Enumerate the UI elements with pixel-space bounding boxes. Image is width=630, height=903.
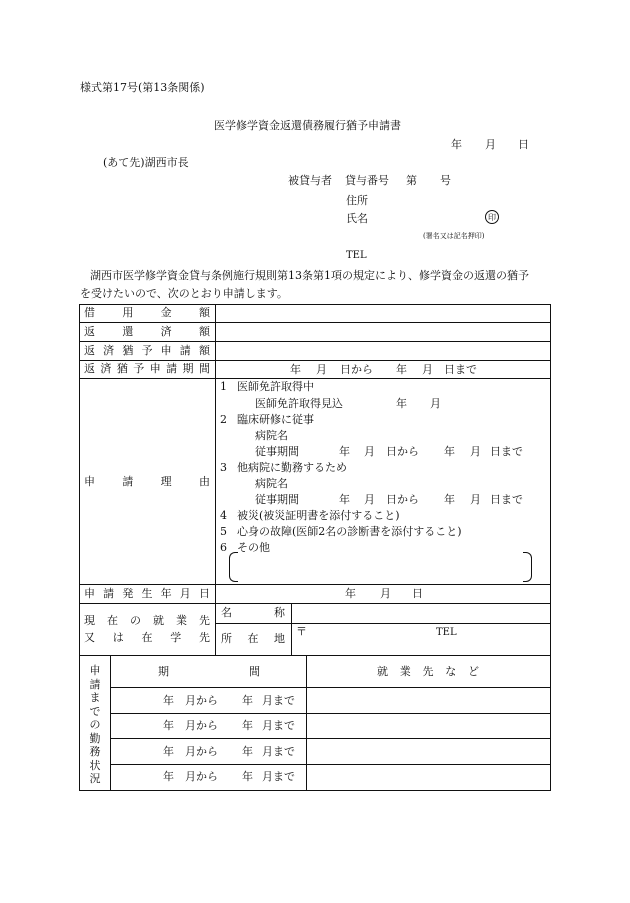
table-bottom-border: [79, 790, 551, 791]
reason-2-text: 臨床研修に従事: [237, 413, 314, 426]
header-period: 期 間: [158, 665, 260, 678]
label-employer-name: 名 称: [221, 606, 285, 619]
loan-number-label: 貸与番号: [345, 174, 389, 187]
reason-2-year-from: 年: [339, 445, 350, 458]
intro-line-1: 湖西市医学修学資金貸与条例施行規則第13条第1項の規定により、修学資金の返還の猶予: [90, 269, 529, 282]
row-divider: [79, 655, 551, 656]
occurrence-day: 日: [412, 587, 423, 600]
reason-5-number: 5: [220, 525, 227, 538]
reason-1-month: 月: [430, 397, 441, 410]
history-row-1-year-from: 年: [163, 694, 174, 707]
label-occurrence-date: 申 請 発 生 年 月 日: [84, 587, 210, 600]
postal-mark: 〒: [296, 625, 307, 638]
row-divider: [110, 713, 551, 714]
history-row-2-year-from: 年: [163, 719, 174, 732]
reason-2-number: 2: [220, 413, 227, 426]
label-current-employer-line2: 又 は 在 学 先: [84, 631, 210, 644]
name-label: 氏名: [346, 212, 368, 225]
period-month-until: 月: [422, 363, 433, 376]
history-row-2-year-until: 年: [242, 719, 253, 732]
row-divider: [79, 341, 551, 342]
reason-3-day-from: 日から: [386, 493, 419, 506]
history-row-3-month-until: 月まで: [262, 745, 295, 758]
history-row-1-year-until: 年: [242, 694, 253, 707]
history-row-2-month-until: 月まで: [262, 719, 295, 732]
row-divider: [79, 378, 551, 379]
column-divider: [215, 304, 216, 656]
applicant-role-label: 被貸与者: [288, 174, 332, 187]
history-row-4-year-until: 年: [242, 770, 253, 783]
reason-3-month-until: 月: [470, 493, 481, 506]
reason-4-text: 被災(被災証明書を添付すること): [237, 509, 400, 522]
period-day-until: 日まで: [444, 363, 477, 376]
label-application-reason: 申 請 理 由: [84, 475, 210, 488]
label-current-employer-line1: 現 在 の 就 業 先: [84, 614, 210, 627]
column-divider: [306, 655, 307, 791]
period-year-until: 年: [396, 363, 407, 376]
label-work-status-vertical: 申 請 ま で の 勤 務 状 況: [89, 664, 101, 785]
reason-2-period-label: 従事期間: [255, 445, 299, 458]
period-year-from: 年: [290, 363, 301, 376]
reason-2-day-until: 日まで: [490, 445, 523, 458]
intro-line-2: を受けたいので、次のとおり申請します。: [80, 287, 288, 300]
reason-1-sub: 医師免許取得見込: [255, 397, 343, 410]
form-number: 様式第17号(第13条関係): [80, 81, 205, 94]
tel-label: TEL: [346, 250, 367, 261]
history-row-3-month-from: 月から: [185, 745, 218, 758]
employer-tel-label: TEL: [436, 627, 457, 638]
history-row-4-year-from: 年: [163, 770, 174, 783]
loan-number-dai: 第: [406, 174, 417, 187]
row-divider: [110, 687, 551, 688]
reason-4-number: 4: [220, 509, 227, 522]
history-row-3-year-until: 年: [242, 745, 253, 758]
reason-6-number: 6: [220, 541, 227, 554]
row-divider: [79, 584, 551, 585]
reason-3-day-until: 日まで: [490, 493, 523, 506]
signature-note: (署名又は記名押印): [423, 232, 485, 240]
label-deferral-amount: 返 済 猶 予 申 請 額: [84, 344, 210, 357]
reason-3-text: 他病院に勤務するため: [237, 461, 347, 474]
reason-3-year-until: 年: [444, 493, 455, 506]
page-title: 医学修学資金返還債務履行猶予申請書: [214, 119, 401, 132]
period-day-from: 日から: [340, 363, 373, 376]
header-employer: 就 業 先 な ど: [377, 665, 479, 678]
history-row-3-year-from: 年: [163, 745, 174, 758]
column-divider: [291, 603, 292, 656]
label-loan-amount: 借 用 金 額: [84, 306, 210, 319]
row-divider: [79, 360, 551, 361]
reason-2-month-from: 月: [364, 445, 375, 458]
reason-3-month-from: 月: [364, 493, 375, 506]
reason-3-year-from: 年: [339, 493, 350, 506]
label-deferral-period: 返 済 猶 予 申 請 期 間: [84, 362, 210, 375]
loan-number-go: 号: [440, 174, 451, 187]
other-reason-bracket-left: [229, 552, 238, 582]
history-row-4-month-from: 月から: [185, 770, 218, 783]
addressee: (あて先)湖西市長: [103, 156, 189, 169]
row-divider: [110, 738, 551, 739]
reason-1-number: 1: [220, 380, 227, 393]
label-employer-location: 所 在 地: [221, 632, 285, 645]
occurrence-month: 月: [380, 587, 391, 600]
label-repaid-amount: 返 還 済 額: [84, 325, 210, 338]
reason-6-text: その他: [237, 541, 270, 554]
date-day: 日: [518, 138, 529, 151]
reason-1-text: 医師免許取得中: [237, 380, 314, 393]
row-divider: [215, 623, 551, 624]
row-divider: [79, 322, 551, 323]
reason-3-hospital-label: 病院名: [255, 477, 288, 490]
period-month-from: 月: [316, 363, 327, 376]
reason-5-text: 心身の故障(医師2名の診断書を添付すること): [237, 525, 462, 538]
history-row-1-month-until: 月まで: [262, 694, 295, 707]
address-label: 住所: [346, 194, 368, 207]
occurrence-year: 年: [345, 587, 356, 600]
reason-2-day-from: 日から: [386, 445, 419, 458]
date-month: 月: [485, 138, 496, 151]
history-row-2-month-from: 月から: [185, 719, 218, 732]
reason-3-period-label: 従事期間: [255, 493, 299, 506]
history-row-4-month-until: 月まで: [262, 770, 295, 783]
history-row-1-month-from: 月から: [185, 694, 218, 707]
reason-1-year: 年: [396, 397, 407, 410]
reason-2-year-until: 年: [444, 445, 455, 458]
row-divider: [110, 764, 551, 765]
seal-mark: 印: [485, 210, 499, 224]
reason-3-number: 3: [220, 461, 227, 474]
column-divider: [110, 655, 111, 791]
other-reason-bracket-right: [523, 552, 532, 582]
reason-2-month-until: 月: [470, 445, 481, 458]
date-year: 年: [451, 138, 462, 151]
reason-2-hospital-label: 病院名: [255, 429, 288, 442]
table-top-border: [79, 304, 551, 305]
row-divider: [79, 603, 551, 604]
